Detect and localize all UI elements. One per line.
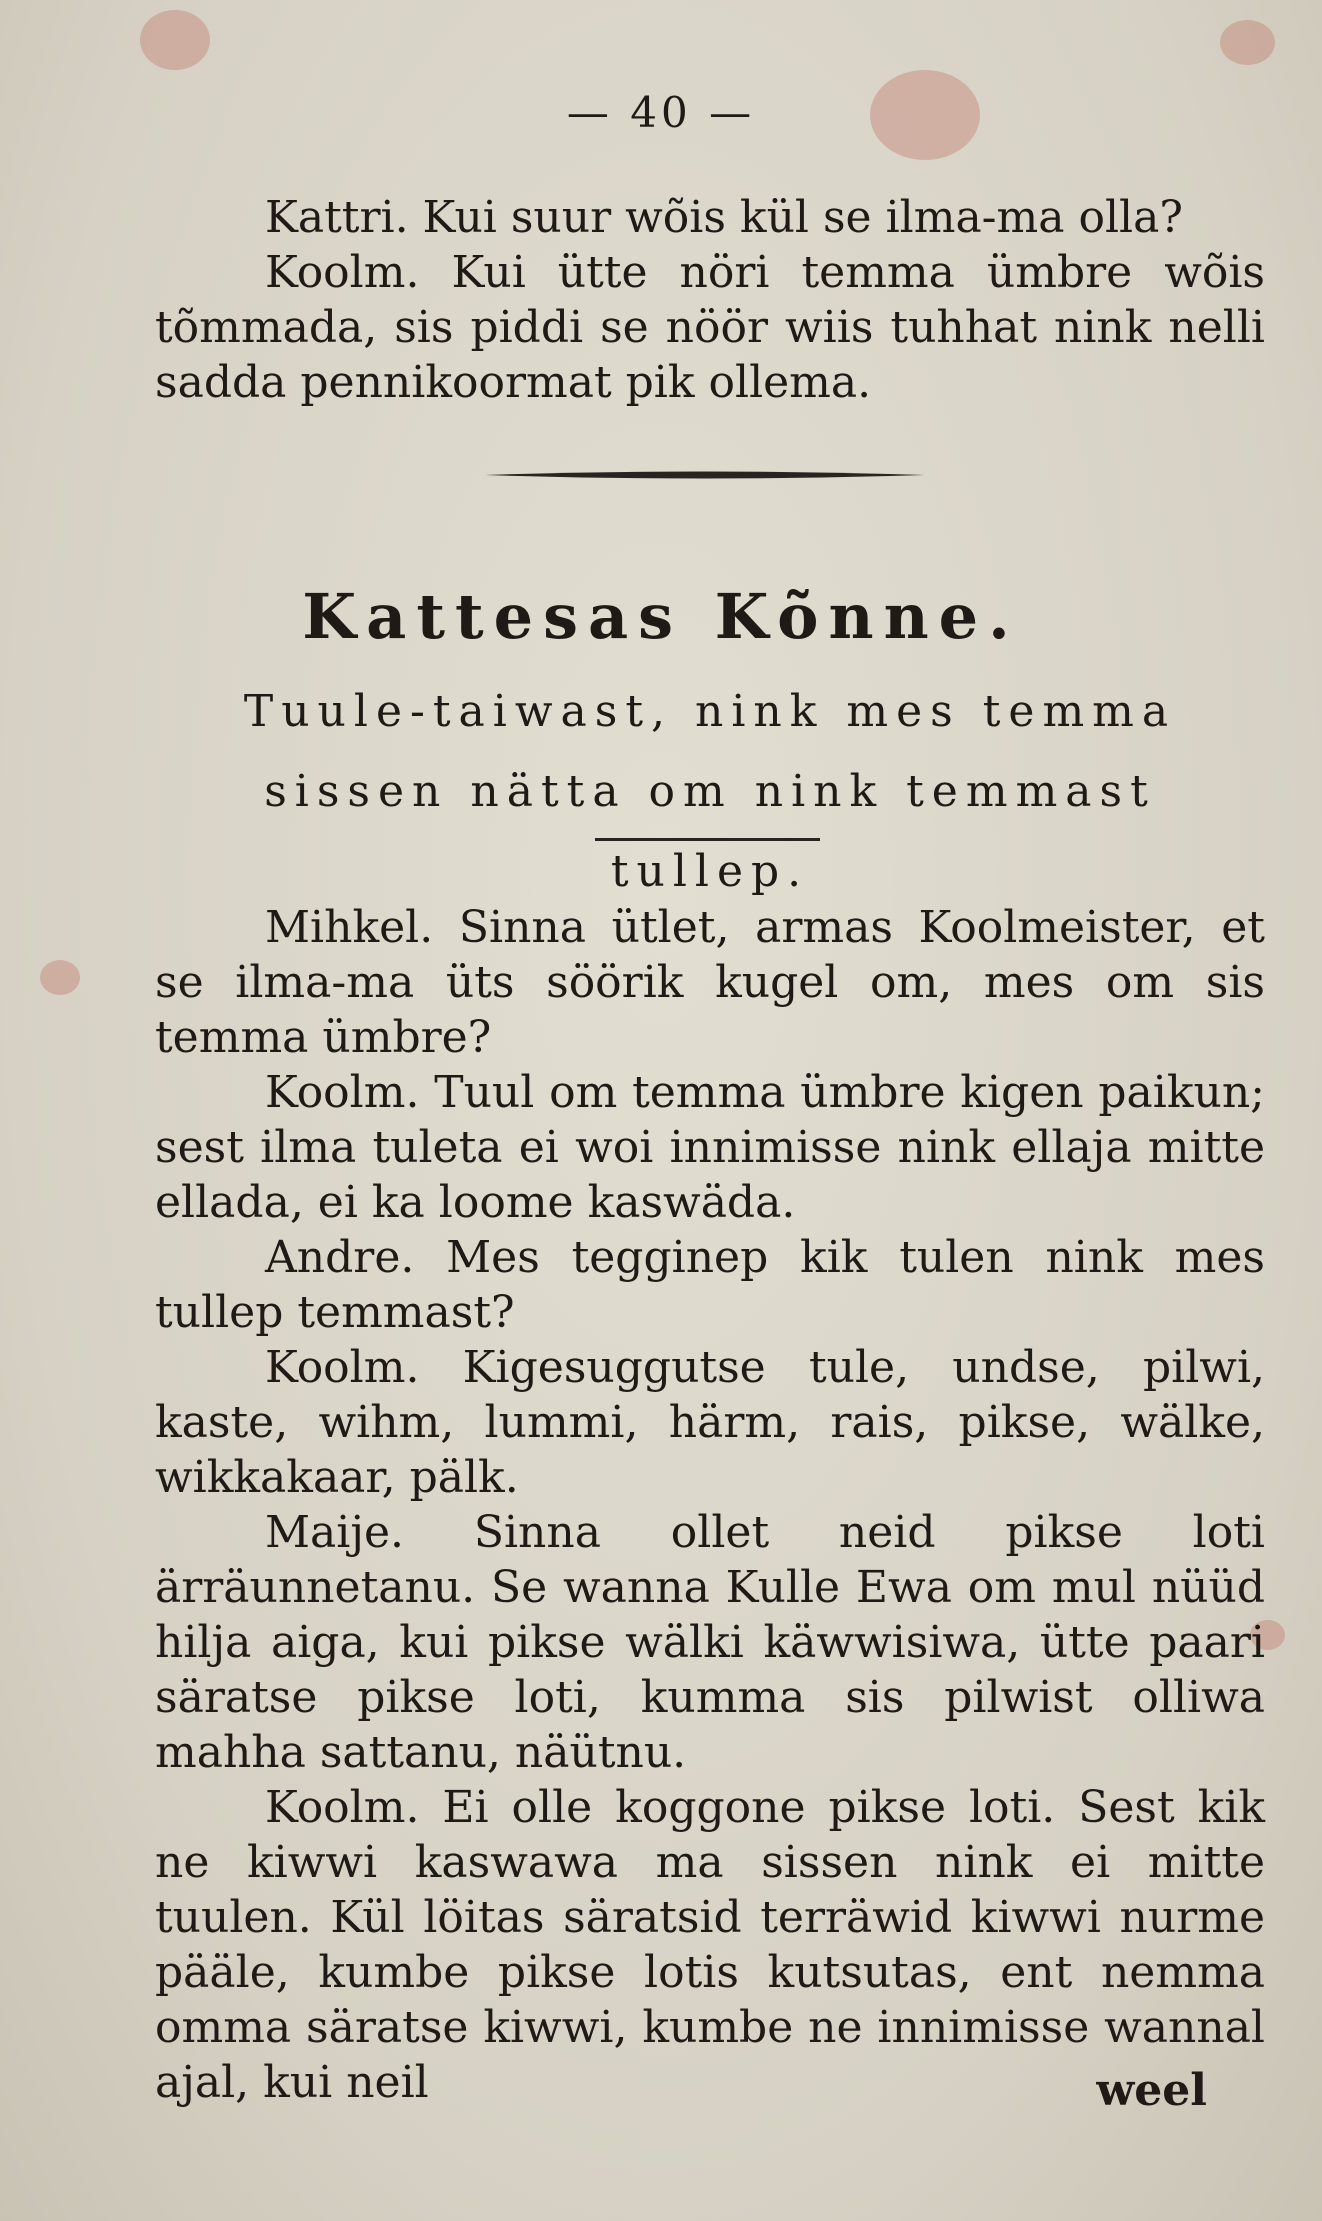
intro-text bbox=[155, 190, 1265, 410]
section-title: Kattesas Kõnne. bbox=[302, 580, 1020, 653]
paragraph: Andre. Mes tegginep kik tulen nink mes tullep temmast? bbox=[155, 1232, 1265, 1338]
catchword: weel bbox=[1096, 2065, 1207, 2116]
paragraph: Koolm. Kui ütte nöri temma ümbre wõis tõmmada, sis piddi se nöör wiis tuhhat nink nelli sadda pennikoormat pik ollema. bbox=[155, 247, 1265, 408]
paragraph: Koolm. Ei olle koggone pikse loti. Sest kik ne kiwwi kaswawa ma sissen nink ei mitte tuulen. Kül löitas säratsid terräwid kiwwi nurme pääle, kumbe pikse lotis kutsutas, ent nemma omma säratse kiwwi, kumbe ne innimisse wannal ajal, kui neil bbox=[155, 1782, 1265, 2108]
paragraph: Mihkel. Sinna ütlet, armas Koolmeister, et se ilma-ma üts söörik kugel om, mes om sis temma ümbre? bbox=[155, 902, 1265, 1063]
ornamental-rule bbox=[485, 470, 925, 480]
stain-mark bbox=[140, 10, 210, 70]
short-rule bbox=[595, 838, 820, 841]
paragraph: Kattri. Kui suur wõis kül se ilma-ma olla? bbox=[265, 192, 1183, 243]
paragraph: Koolm. Kigesuggutse tule, undse, pilwi, kaste, wihm, lummi, härm, rais, pikse, wälke, wikkakaar, pälk. bbox=[155, 1342, 1265, 1503]
section-subtitle: Tuule-taiwast, nink mes temma sissen nätta om nink temmast tullep. bbox=[243, 686, 1177, 897]
paragraph: Koolm. Tuul om temma ümbre kigen paikun; sest ilma tuleta ei woi innimisse nink ellaja mitte ellada, ei ka loome kaswäda. bbox=[155, 1067, 1265, 1228]
stain-mark bbox=[1220, 20, 1275, 65]
paragraph: Maije. Sinna ollet neid pikse loti ärräunnetanu. Se wanna Kulle Ewa om mul nüüd hilja aiga, kui pikse wälki käwwisiwa, ütte paari säratse pikse loti, kumma sis pilwist olliwa mahha sattanu, näütnu. bbox=[155, 1507, 1265, 1778]
page-number: — 40 — bbox=[566, 88, 756, 137]
dialogue-text bbox=[155, 900, 1265, 2110]
stain-mark bbox=[40, 960, 80, 995]
